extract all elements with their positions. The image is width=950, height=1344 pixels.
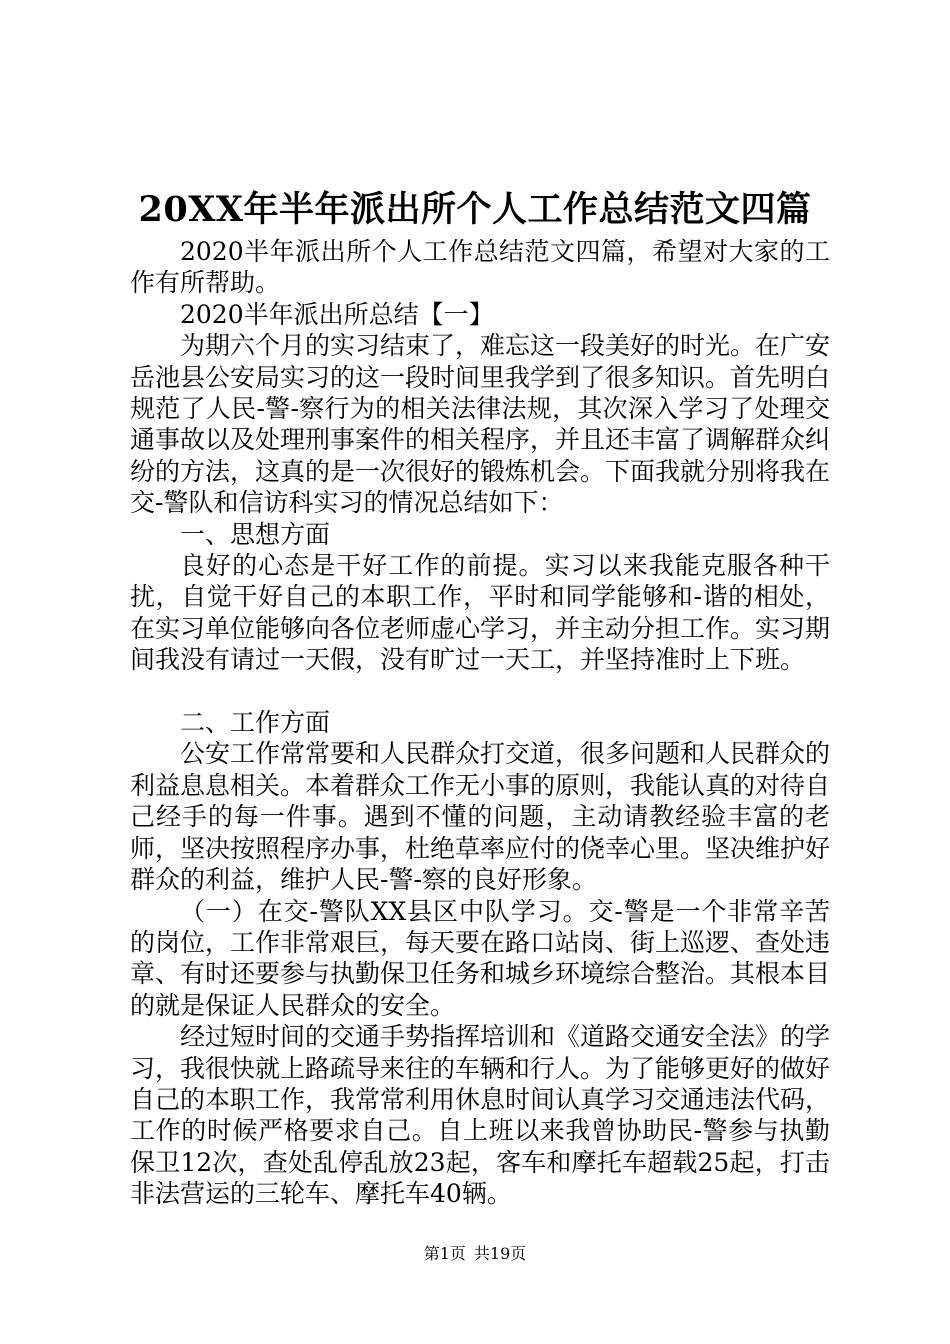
- page-footer: [0, 1243, 950, 1265]
- subheading-work: 二、工作方面: [180, 708, 331, 738]
- intro-paragraph: 2020半年派出所个人工作总结范文四篇，希望对大家的工作有所帮助。: [130, 237, 830, 298]
- page-number: 第1页: [423, 1244, 466, 1263]
- document-title: 20XX年半年派出所个人工作总结范文四篇: [138, 189, 812, 230]
- body-paragraph: 经过短时间的交通手势指挥培训和《道路交通安全法》的学习，我很快就上路疏导来往的车辆和行人。为了能够更好的做好自己的本职工作，我常常利用休息时间认真学习交通违法代码，工作的时候严格要求自己。自上班以来我曾协助民-警参与执勤保卫12次，查处乱停乱放23起，客车和摩托车超载25起，打击非法营运的三轮车、摩托车40辆。: [130, 1022, 831, 1209]
- subheading-thought: 一、思想方面: [180, 519, 331, 549]
- section-heading-one: 2020半年派出所总结【一】: [180, 299, 494, 329]
- page-total: 共19页: [473, 1244, 527, 1263]
- body-paragraph: 公安工作常常要和人民群众打交道，很多问题和人民群众的利益息息相关。本着群众工作无小事的原则，我能认真的对待自己经手的每一件事。遇到不懂的问题，主动请教经验丰富的老师，坚决按照程序办事，杜绝草率应付的侥幸心里。坚决维护好群众的利益，维护人民-警-察的良好形象。: [130, 739, 831, 895]
- body-paragraph: （一）在交-警队XX县区中队学习。交-警是一个非常辛苦的岗位，工作非常艰巨，每天要在路口站岗、街上巡逻、查处违章、有时还要参与执勤保卫任务和城乡环境综合整治。其根本目的就是保证人民群众的安全。: [130, 896, 831, 1020]
- body-paragraph: 为期六个月的实习结束了，难忘这一段美好的时光。在广安岳池县公安局实习的这一段时间里我学到了很多知识。首先明白规范了人民-警-察行为的相关法律法规，其次深入学习了处理交通事故以及处理刑事案件的相关程序，并且还丰富了调解群众纠纷的方法，这真的是一次很好的锻炼机会。下面我就分别将我在交-警队和信访科实习的情况总结如下：: [130, 331, 831, 518]
- document-body: [130, 236, 830, 1210]
- body-paragraph: 良好的心态是干好工作的前提。实习以来我能克服各种干扰，自觉干好自己的本职工作，平时和同学能够和-谐的相处，在实习单位能够向各位老师虚心学习，并主动分担工作。实习期间我没有请过一天假，没有旷过一天工，并坚持准时上下班。: [130, 551, 831, 675]
